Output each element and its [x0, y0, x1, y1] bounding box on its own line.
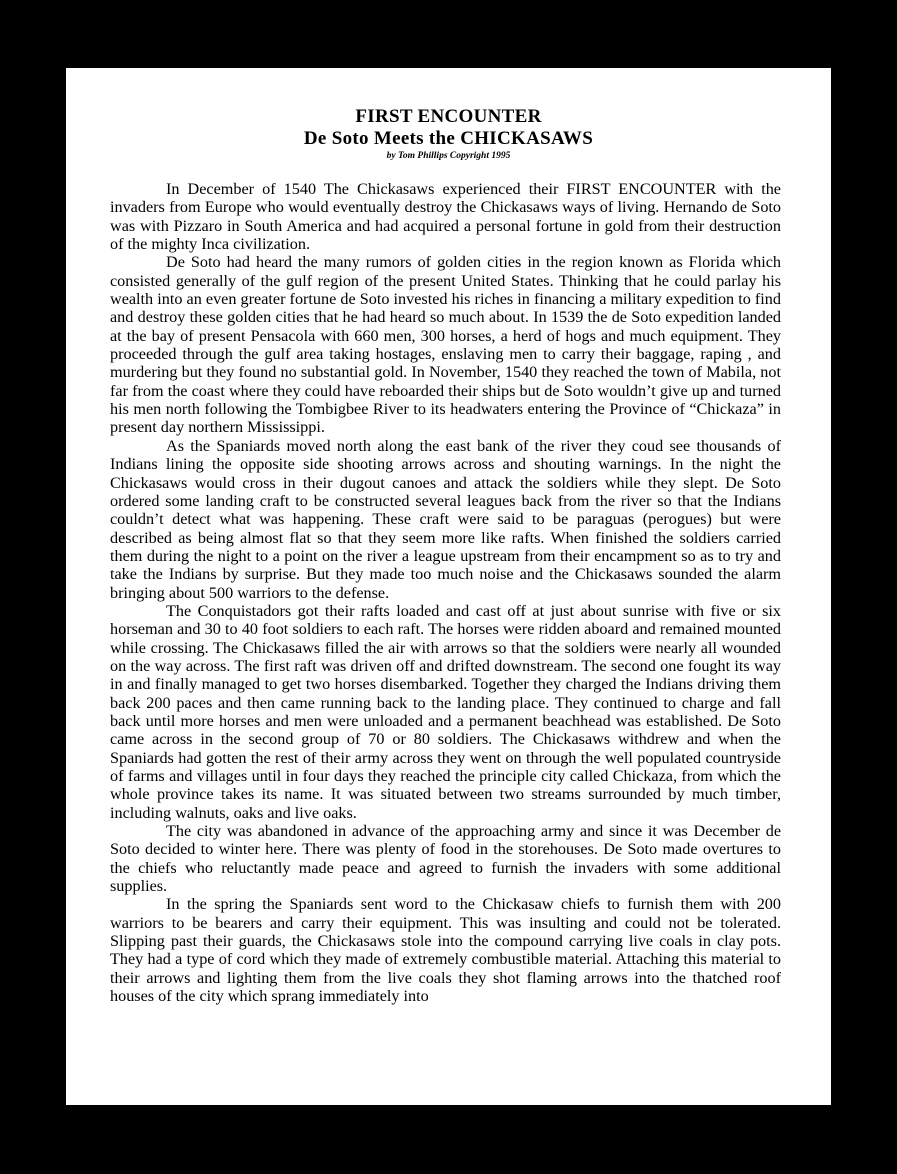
paragraph: De Soto had heard the many rumors of golden cities in the region known as Florida which consisted generally of the gulf region of the present United States. Thinking that he could parlay his wealth into an even greater fortune de Soto invested his riches in financing a military expedition to find and destroy these golden cities that he had heard so much about. In 1539 the de Soto expedition landed at the bay of present Pensacola with 660 men, 300 horses, a herd of hogs and much equipment. They proceeded through the gulf area taking hostages, enslaving men to carry their baggage, raping , and murdering but they found no substantial gold. In November, 1540 they reached the town of Mabila, not far from the coast where they could have reboarded their ships but de Soto wouldn’t give up and turned his men north following the Tombigbee River to its headwaters entering the Province of “Chickaza” in present day northern Mississippi. [110, 253, 781, 437]
paragraph: In the spring the Spaniards sent word to the Chickasaw chiefs to furnish them with 200 warriors to be bearers and carry their equipment. This was insulting and could not be tolerated. Slipping past their guards, the Chickasaws stole into the compound carrying live coals in clay pots. They had a type of cord which they made of extremely combustible material. Attaching this material to their arrows and lighting them from the live coals they shot flaming arrows into the thatched roof houses of the city which sprang immediately into [110, 895, 781, 1006]
document-subtitle: De Soto Meets the CHICKASAWS [303, 128, 594, 149]
paragraph: In December of 1540 The Chickasaws experienced their FIRST ENCOUNTER with the invaders from Europe who would eventually destroy the Chickasaws ways of living. Hernando de Soto was with Pizzaro in South America and had acquired a personal fortune in gold from their destruction of the mighty Inca civilization. [110, 180, 781, 254]
document-byline: by Tom Phillips Copyright 1995 [386, 151, 511, 161]
document-body [110, 180, 781, 1005]
paragraph: As the Spaniards moved north along the east bank of the river they coud see thousands of Indians lining the opposite side shooting arrows across and shouting warnings. In the night the Chickasaws would cross in their dugout canoes and attack the soldiers while they slept. De Soto ordered some landing craft to be constructed several leagues back from the river so that the Indians couldn’t detect what was happening. These craft were said to be paraguas (perogues) but were described as being almost flat so that they seem more like rafts. When finished the soldiers carried them during the night to a point on the river a league upstream from their encampment so as to try and take the Indians by surprise. But they made too much noise and the Chickasaws sounded the alarm bringing about 500 warriors to the defense. [110, 436, 781, 602]
document-page [66, 68, 831, 1105]
paragraph: The city was abandoned in advance of the approaching army and since it was December de Soto decided to winter here. There was plenty of food in the storehouses. De Soto made overtures to the chiefs who reluctantly made peace and agreed to furnish the invaders with some additional supplies. [110, 822, 781, 896]
paragraph: The Conquistadors got their rafts loaded and cast off at just about sunrise with five or six horseman and 30 to 40 foot soldiers to each raft. The horses were ridden aboard and remained mounted while crossing. The Chickasaws filled the air with arrows so that the soldiers were nearly all wounded on the way across. The first raft was driven off and drifted downstream. The second one fought its way in and finally managed to get two horses disembarked. Together they charged the Indians driving them back 200 paces and then came running back to the landing place. They continued to charge and fall back until more horses and men were unloaded and a permanent beachhead was established. De Soto came across in the second group of 70 or 80 soldiers. The Chickasaws withdrew and when the Spaniards had gotten the rest of their army across they went on through the well populated countryside of farms and villages until in four days they reached the principle city called Chickaza, from which the whole province takes its name. It was situated between two streams surrounded by much timber, including walnuts, oaks and live oaks. [110, 601, 781, 822]
document-title: FIRST ENCOUNTER [355, 106, 542, 127]
